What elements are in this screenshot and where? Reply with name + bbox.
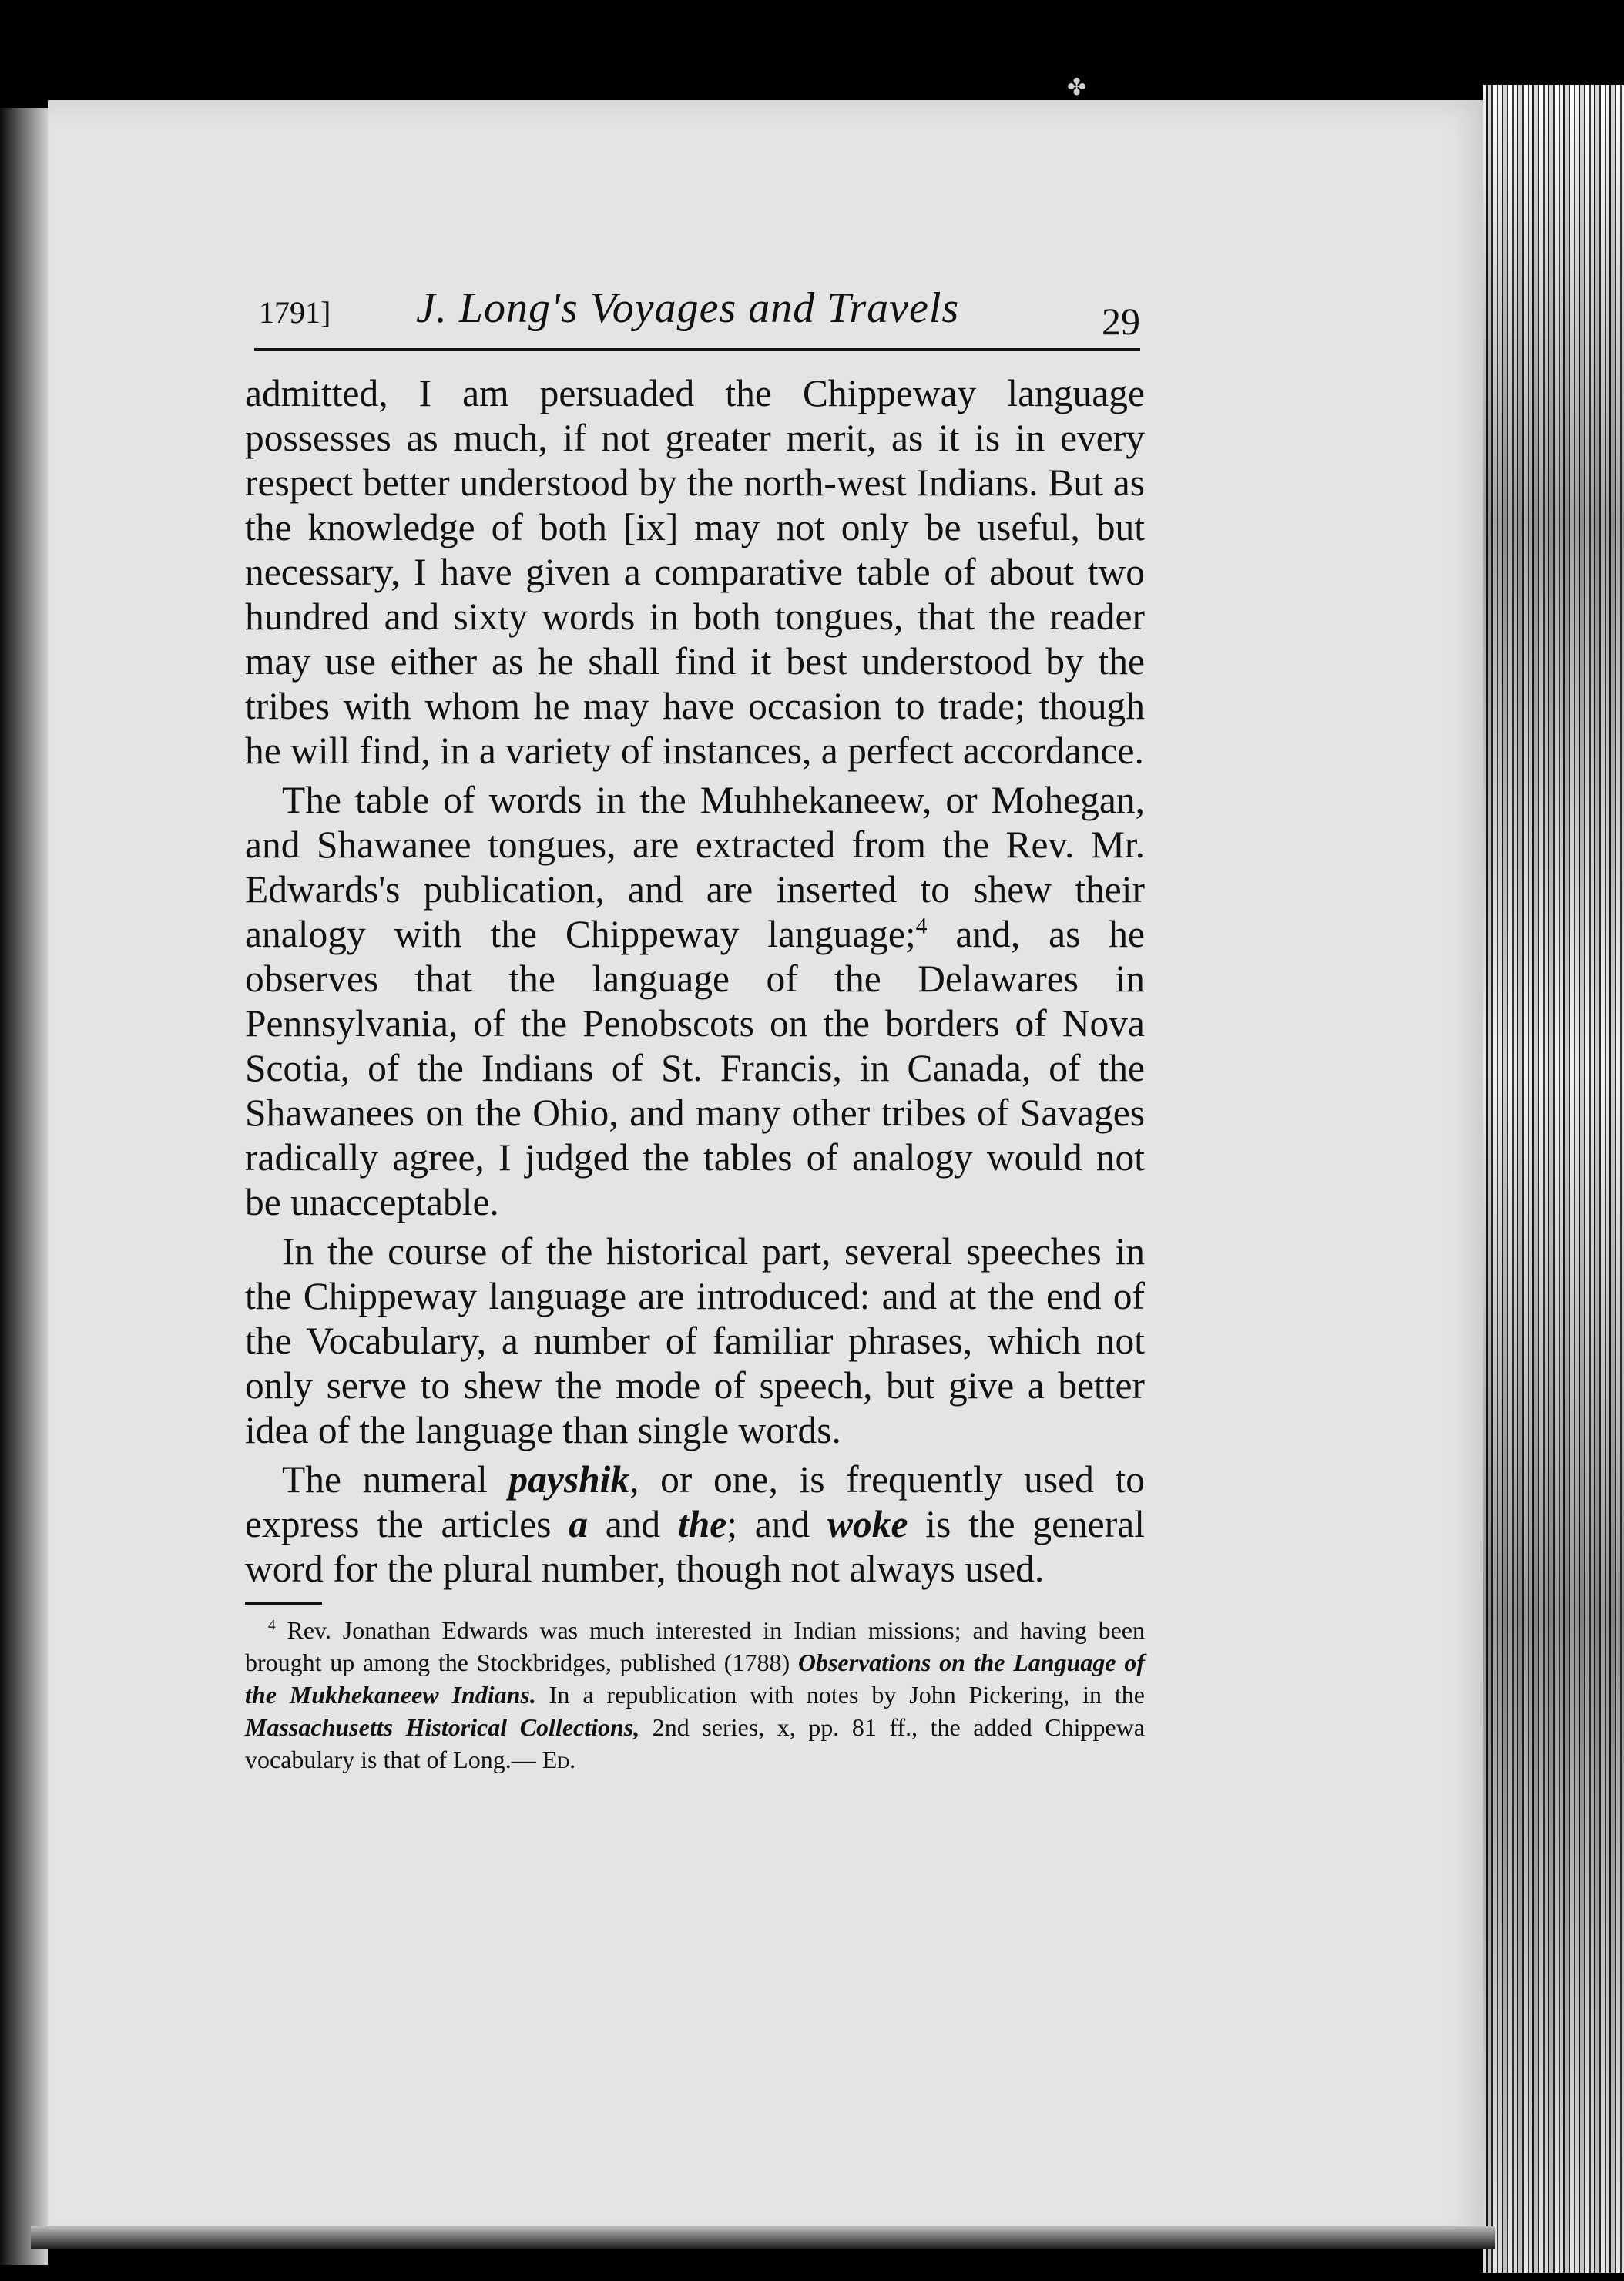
header-title: J. Long's Voyages and Travels [416,284,960,332]
paragraph-1: admitted, I am persuaded the Chippeway language possesses as much, if not greater merit, as it is in every respect better understood by the north-west Indians. But as the knowledge of both [ix] may not only be useful, but necessary, I have given a comparative table of about two hundred and sixty words in both tongues, that the reader may use either as he shall find it best understood by the tribes with whom he may have occasion to trade; though he will find, in a variety of instances, a perfect accordance. [245,372,1145,772]
footnote-paragraph [245,1614,1145,1776]
left-page-edge [0,108,48,2265]
paragraph-4 [245,1457,1145,1592]
term-payshik: payshik [508,1458,630,1501]
header-year: 1791] [259,295,331,330]
page-bottom-edge [31,2226,1495,2249]
term-the: the [677,1503,727,1545]
paragraph-4-text-d: ; and [726,1503,828,1545]
term-woke: woke [827,1503,908,1545]
editor-signature: Ed. [542,1746,576,1773]
paragraph-4-text-a: The numeral [282,1458,509,1501]
footnote-text-c: 2nd series, x, pp. 81 ff., the added Chippewa vocabulary is that of Long.— [245,1713,1146,1773]
page-number: 29 [1102,300,1140,343]
running-header [254,277,1140,351]
footnote-divider [245,1602,322,1605]
page-body [245,371,1145,1776]
paragraph-2-text-a: The table of words in the Muhhekaneew, or Mohegan, and Shawanee tongues, are extracted from the Rev. Mr. Edwards's publication, and are inserted to shew their analogy with the Chippeway language; [245,779,1145,955]
footnote-text-b: In a republication with notes by John Pickering, in the [535,1681,1146,1709]
footnote-collection-title: Massachusetts Historical Collections, [245,1713,640,1741]
paragraph-4-text-b: , or one, is frequently used to express the articles [245,1458,1146,1545]
footnote-book-title: Observations on the Language of the Mukhekaneew Indians. [245,1649,1146,1709]
footnote-marker: 4 [268,1617,276,1634]
term-a: a [569,1503,588,1545]
paragraph-4-text-e: is the general word for the plural number, though not always used. [245,1503,1145,1590]
paragraph-2 [245,778,1145,1225]
paragraph-2-text-b: and, as he observes that the language of the Delawares in Pennsylvania, of the Penobscots on the borders of Nova Scotia, of the Indians of St. Francis, in Canada, of the Shawanees on the Ohio, and many other tribes of Savages radically agree, I judged the tables of analogy would not be unacceptable. [245,913,1145,1223]
scan-artifact-mark: ✤ [1067,74,1087,101]
paragraph-3: In the course of the historical part, several speeches in the Chippeway language are introduced: and at the end of the Vocabulary, a number of familiar phrases, which not only serve to shew the mode of speech, but give a better idea of the language than single words. [245,1230,1145,1451]
footnote [245,1614,1145,1776]
footnote-reference: 4 [915,914,928,939]
paragraph-4-text-c: and [587,1503,678,1545]
footnote-text-a: Rev. Jonathan Edwards was much interested in Indian missions; and having been brought up among the Stockbridges, published (1788) [245,1616,1145,1676]
page-fore-edge [1483,85,1624,2273]
